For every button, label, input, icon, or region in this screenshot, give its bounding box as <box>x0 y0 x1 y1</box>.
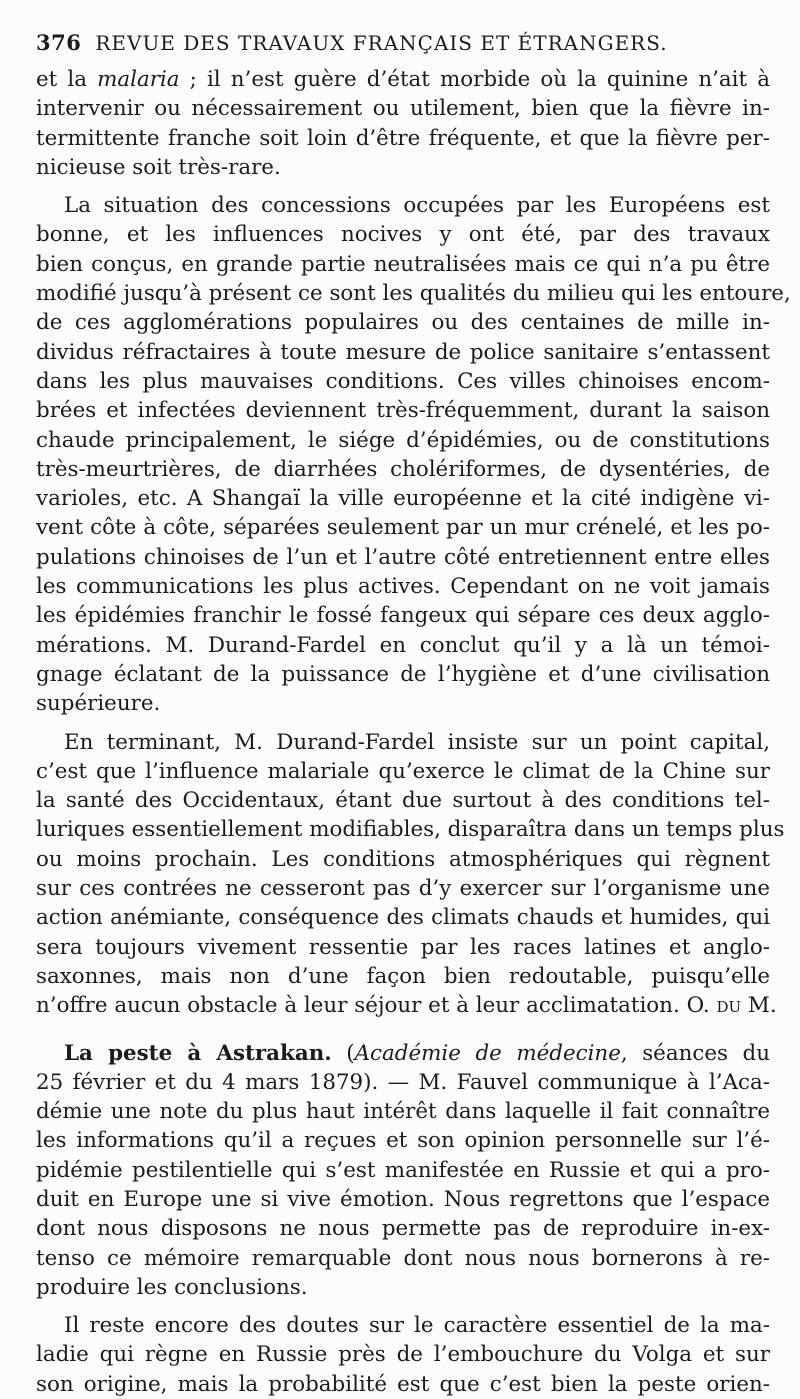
text-line: les communications les plus actives. Cependant on ne voit jamais <box>36 574 770 600</box>
text-line: varioles, etc. A Shangaï la ville européenne et la cité indigène vi- <box>36 486 770 512</box>
text-line: dans les plus mauvaises conditions. Ces villes chinoises encom- <box>36 368 770 394</box>
text-line: Il reste encore des doutes sur le caractère essentiel de la ma- <box>64 1313 770 1339</box>
text-line: La situation des concessions occupées par les Européens est <box>64 193 770 219</box>
page-number: 376 <box>36 30 82 55</box>
author-signature: O. du M. <box>686 993 777 1019</box>
text-line: dividus réfractaires à toute mesure de police sanitaire s’entassent <box>36 339 770 365</box>
text-line: vent côte à côte, séparées seulement par un mur crénelé, et les po- <box>36 515 770 541</box>
text-line: ou moins prochain. Les conditions atmosphériques qui règnent <box>36 846 770 872</box>
text-line: très-meurtrières, de diarrhées cholériformes, de dysentéries, de <box>36 456 770 482</box>
text-line: ladie qui règne en Russie près de l’embouchure du Volga et sur <box>36 1342 770 1368</box>
running-title: REVUE DES TRAVAUX FRANÇAIS ET ÉTRANGERS. <box>95 31 668 55</box>
text-line: pidémie pestilentielle qui s’est manifestée en Russie et qui a pro- <box>36 1157 770 1183</box>
text-line: dont nous disposons ne nous permette pas de reproduire in-ex- <box>36 1216 770 1242</box>
text-line: c’est que l’influence malariale qu’exerce le climat de la Chine sur <box>36 758 770 784</box>
text-line: bien conçus, en grande partie neutralisées mais ce qui n’a pu être <box>36 251 770 277</box>
text-line: pulations chinoises de l’un et l’autre côté entretiennent entre elles <box>36 544 770 570</box>
text-line: produire les conclusions. <box>36 1274 308 1300</box>
paragraph-5 <box>36 1311 770 1399</box>
text-line: intervenir ou nécessairement ou utilement, bien que la fièvre in- <box>36 96 770 122</box>
text-line: tenso ce mémoire remarquable dont nous nous bornerons à re- <box>36 1245 770 1271</box>
section-heading: La peste à Astrakan. <box>64 1040 332 1066</box>
text-line: mérations. M. Durand-Fardel en conclut qu’il y a là un témoi- <box>36 632 770 658</box>
paragraph-2 <box>36 191 791 718</box>
text-line: supérieure. <box>36 691 161 717</box>
text-line: luriques essentiellement modifiables, disparaîtra dans un temps plus <box>36 817 785 843</box>
text-line: les informations qu’il a reçues et son opinion personnelle sur l’é- <box>36 1128 770 1154</box>
text-line: de ces agglomérations populaires ou des centaines de mille in- <box>36 310 770 336</box>
text-line: duit en Europe une si vive émotion. Nous regrettons que l’espace <box>36 1186 770 1212</box>
paragraph-3 <box>36 728 785 1021</box>
text-line: n’offre aucun obstacle à leur séjour et à leur acclimatation. O. du M. <box>36 993 777 1019</box>
text-line: nicieuse soit très-rare. <box>36 154 281 180</box>
text-line: les épidémies franchir le fossé fangeux qui sépare ces deux agglo- <box>36 603 770 629</box>
paragraph-4 <box>36 1039 770 1303</box>
text-line: termittente franche soit loin d’être fréquente, et que la fièvre per- <box>36 125 770 151</box>
text-line: En terminant, M. Durand-Fardel insiste sur un point capital, <box>64 729 770 755</box>
text-line: la santé des Occidentaux, étant due surtout à des conditions tel- <box>36 788 770 814</box>
text-line: sera toujours vivement ressentie par les races latines et anglo- <box>36 934 770 960</box>
body-text <box>36 65 791 1399</box>
text-line: saxonnes, mais non d’une façon bien redoutable, puisqu’elle <box>36 963 770 989</box>
text-line: action anémiante, conséquence des climats chauds et humides, qui <box>36 905 770 931</box>
text-line: son origine, mais la probabilité est que c’est bien la peste orien- <box>36 1371 770 1397</box>
text-line: brées et infectées deviennent très-fréquemment, durant la saison <box>36 398 770 424</box>
text-line: démie une note du plus haut intérêt dans laquelle il fait connaître <box>36 1099 770 1125</box>
running-head <box>36 30 770 55</box>
text-line: bonne, et les influences nocives y ont été, par des travaux <box>36 222 770 248</box>
text-line: et la malaria ; il n’est guère d’état morbide où la quinine n’ait à <box>36 67 770 92</box>
text-line: chaude principalement, le siége d’épidémies, ou de constitutions <box>36 427 770 453</box>
text-line: gnage éclatant de la puissance de l’hygiène et d’une civilisation <box>36 661 770 687</box>
text-line: 25 février et du 4 mars 1879). — M. Fauvel communique à l’Aca- <box>36 1069 770 1095</box>
paragraph-1 <box>36 65 770 182</box>
text-line: modifié jusqu’à présent ce sont les qualités du milieu qui les entoure, <box>36 281 791 307</box>
text-line: La peste à Astrakan. (Académie de médecine, séances du <box>64 1040 770 1066</box>
text-line: sur ces contrées ne cesseront pas d’y exercer sur l’organisme une <box>36 876 770 902</box>
